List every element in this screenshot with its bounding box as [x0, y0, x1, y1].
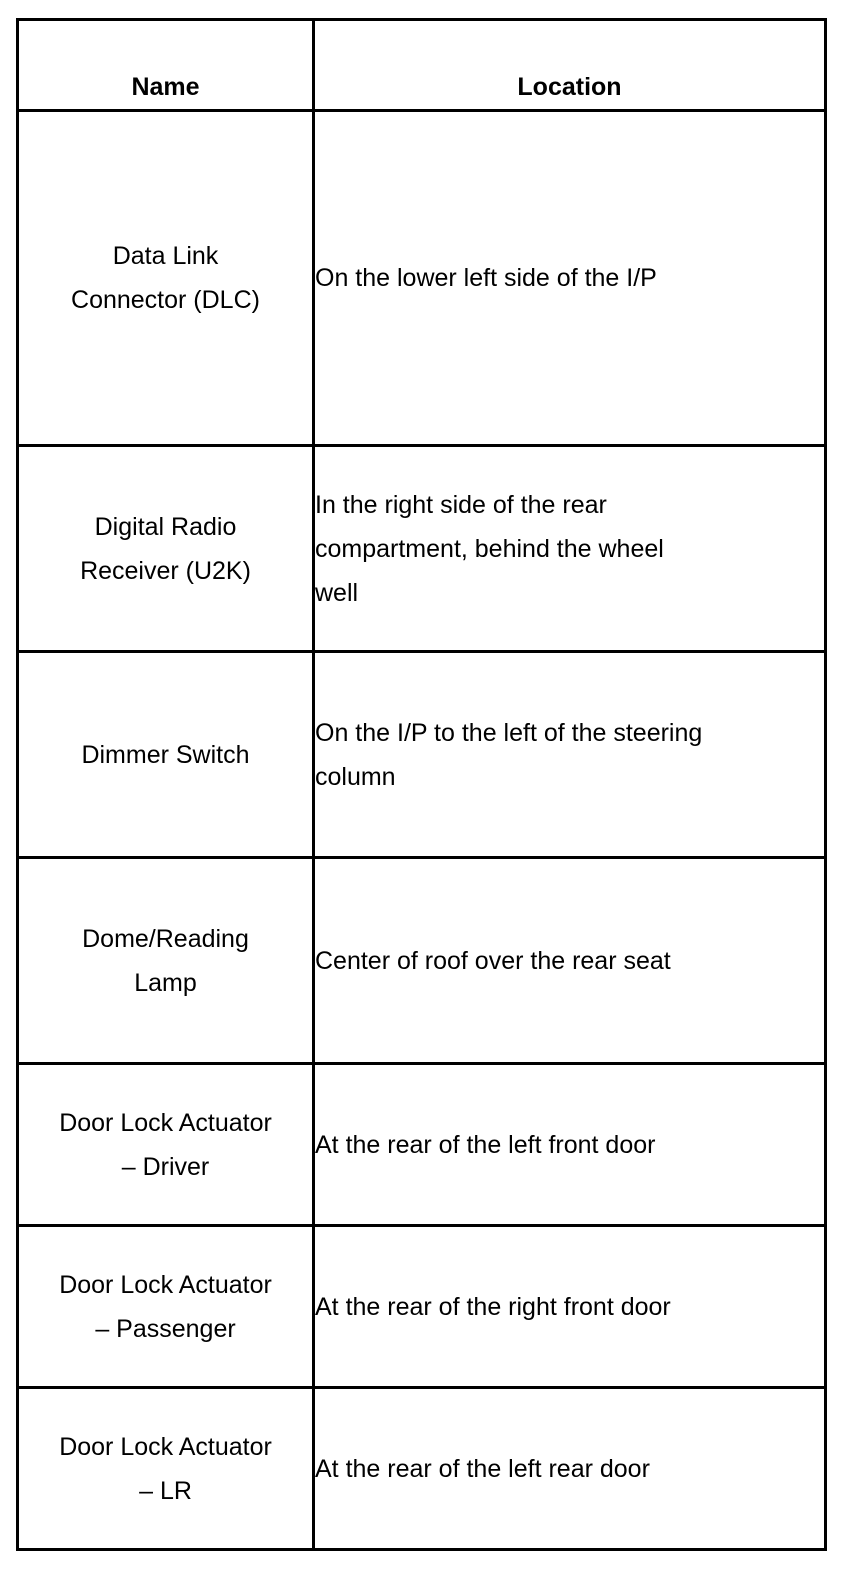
component-location-cell — [314, 1064, 826, 1226]
component-location-cell — [314, 1226, 826, 1388]
table-row — [18, 111, 826, 446]
component-location-table-wrapper — [16, 18, 827, 1551]
component-location-cell — [314, 111, 826, 446]
component-location-table — [16, 18, 827, 1551]
table-row — [18, 446, 826, 652]
component-location: Center of roof over the rear seat — [315, 946, 671, 975]
table-row — [18, 858, 826, 1064]
component-name: Dimmer Switch — [81, 740, 250, 769]
table-row — [18, 1226, 826, 1388]
component-name-cell — [18, 111, 314, 446]
component-location: At the rear of the right front door — [315, 1292, 671, 1321]
component-location: On the lower left side of the I/P — [315, 264, 657, 292]
table-row — [18, 1388, 826, 1550]
component-name-cell — [18, 1226, 314, 1388]
component-location-cell — [314, 1388, 826, 1550]
component-name: Digital Radio Receiver (U2K) — [80, 512, 251, 585]
table-row — [18, 1064, 826, 1226]
component-name: Door Lock Actuator – LR — [59, 1432, 272, 1505]
component-name: Door Lock Actuator – Passenger — [59, 1270, 272, 1343]
component-location-cell — [314, 446, 826, 652]
component-location: On the I/P to the left of the steering column — [315, 718, 703, 791]
component-location-cell — [314, 858, 826, 1064]
component-name-cell — [18, 652, 314, 858]
location-column-header: Location — [314, 20, 826, 111]
component-name: Door Lock Actuator – Driver — [59, 1108, 272, 1181]
component-location: At the rear of the left front door — [315, 1130, 656, 1159]
table-row — [18, 652, 826, 858]
component-location: At the rear of the left rear door — [315, 1454, 650, 1483]
name-column-header: Name — [18, 20, 314, 111]
component-name: Dome/Reading Lamp — [82, 924, 249, 997]
component-name-cell — [18, 446, 314, 652]
table-header-row — [18, 20, 826, 111]
component-location: In the right side of the rear compartment, behind the wheel well — [315, 490, 664, 607]
component-location-cell — [314, 652, 826, 858]
component-name-cell — [18, 1388, 314, 1550]
component-name: Data Link Connector (DLC) — [71, 242, 260, 314]
component-name-cell — [18, 1064, 314, 1226]
component-name-cell — [18, 858, 314, 1064]
